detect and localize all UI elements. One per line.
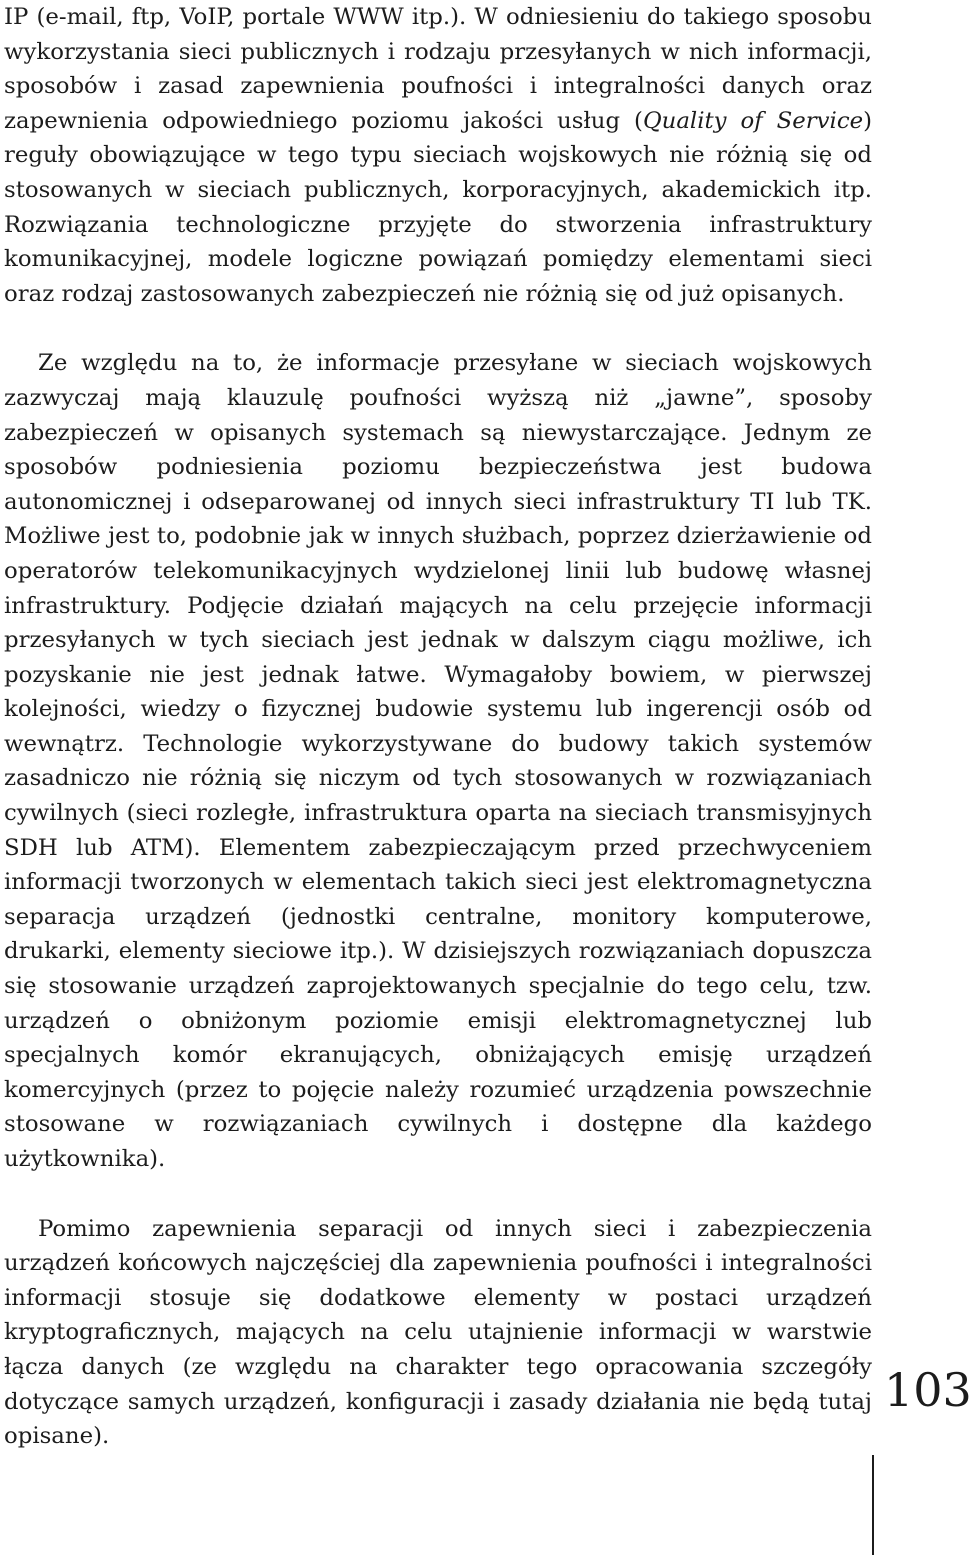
paragraph-1: IP (e-mail, ftp, VoIP, portale WWW itp.). W odniesieniu do takiego sposobu wykorzystania sieci publicznych i rodzaju przesyłanych w nich informacji, sposobów i zasad zapewnienia poufności i integralności danych oraz zapewnienia odpowiedniego poziomu jakości usług (Quality of Service) reguły obowiązujące w tego typu sieciach wojskowych nie różnią się od stosowanych w sieciach publicznych, korporacyjnych, akademickich itp. Rozwiązania technologiczne przyjęte do stworzenia infrastruktury komunikacyjnej, modele logiczne powiązań pomiędzy elementami sieci oraz rodzaj zastosowanych zabezpieczeń nie różnią się od już opisanych. (4, 4, 872, 307)
paragraph-2: Ze względu na to, że informacje przesyłane w sieciach wojskowych zazwyczaj mają klauzulę poufności wyższą niż „jawne”, sposoby zabezpieczeń w opisanych systemach są niewystarczające. Jednym ze sposobów podniesienia poziomu bezpieczeństwa jest budowa autonomicznej i odseparowanej od innych sieci infrastruktury TI lub TK. Możliwe jest to, podobnie jak w innych służbach, poprzez dzierżawienie od operatorów telekomunikacyjnych wydzielonej linii lub budowę własnej infrastruktury. Podjęcie działań mających na celu przejęcie informacji przesyłanych w tych sieciach jest jednak w dalszym ciągu możliwe, ich pozyskanie nie jest jednak łatwe. Wymagałoby bowiem, w pierwszej kolejności, wiedzy o fizycznej budowie systemu lub ingerencji osób od wewnątrz. Technologie wykorzystywane do budowy takich systemów zasadniczo nie różnią się niczym od tych stosowanych w rozwiązaniach cywilnych (sieci rozległe, infrastruktura oparta na sieciach transmisyjnych SDH lub ATM). Elementem zabezpieczającym przed przechwyceniem informacji tworzonych w elementach takich sieci jest elektromagnetyczna separacja urządzeń (jednostki centralne, monitory komputerowe, drukarki, elementy sieciowe itp.). W dzisiejszych rozwiązaniach dopuszcza się stosowanie urządzeń zaprojektowanych specjalnie do tego celu, tzw. urządzeń o obniżonym poziomie emisji elektromagnetycznej lub specjalnych komór ekranujących, obniżających emisję urządzeń komercyjnych (przez to pojęcie należy rozumieć urządzenia powszechnie stosowane w rozwiązaniach cywilnych i dostępne dla każdego użytkownika). (4, 350, 872, 1172)
quality-of-service-term: Quality of Service (642, 107, 864, 134)
paragraph-gap (4, 1177, 872, 1212)
page-body (4, 0, 872, 1454)
page-number: 103 (884, 1363, 972, 1417)
page-margin-rule (872, 1455, 874, 1555)
paragraph-gap (4, 311, 872, 346)
paragraph-3: Pomimo zapewnienia separacji od innych sieci i zabezpieczenia urządzeń końcowych najczęściej dla zapewnienia poufności i integralności informacji stosuje się dodatkowe elementy w postaci urządzeń kryptograficznych, mających na celu utajnienie informacji w warstwie łącza danych (ze względu na charakter tego opracowania szczegóły dotyczące samych urządzeń, konfiguracji i zasady działania nie będą tutaj opisane). (4, 1215, 872, 1450)
